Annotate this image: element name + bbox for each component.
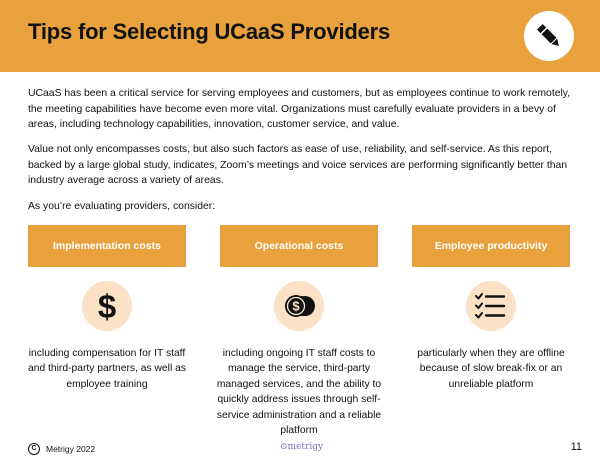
page-number: 11 bbox=[570, 441, 582, 453]
dollar-icon: $ bbox=[97, 287, 117, 325]
logo-mark-icon: ⊙ bbox=[280, 442, 288, 452]
icon-circle-implementation bbox=[82, 281, 132, 331]
card-heading-productivity: Employee productivity bbox=[412, 225, 570, 267]
page-title: Tips for Selecting UCaaS Providers bbox=[28, 19, 391, 44]
consider-paragraph: As you’re evaluating providers, consider: bbox=[28, 201, 216, 212]
footer-copyright bbox=[28, 443, 95, 455]
svg-text:$: $ bbox=[292, 298, 300, 314]
coins-icon bbox=[274, 281, 324, 331]
card-heading-operational: Operational costs bbox=[220, 225, 378, 267]
copyright-text: Metrigy 2022 bbox=[46, 444, 96, 454]
pencil-badge bbox=[524, 11, 574, 61]
value-paragraph: Value not only encompasses costs, but also such factors as ease of use, reliability, and self-service. As this report, backed by a large global study, indicates, Zoom’s meetings and voice services are performing significantly better than industry average across a variety of areas. bbox=[28, 144, 568, 186]
card-text-implementation: including compensation for IT staff and third-party partners, as well as employee training bbox=[28, 348, 186, 390]
logo-text: metrigy bbox=[287, 442, 324, 452]
card-text-operational: including ongoing IT staff costs to manage the service, third-party managed services, and the ability to quickly address issues through self-service administration and a reliable platform bbox=[216, 348, 382, 437]
copyright-icon: C bbox=[28, 443, 40, 455]
icon-circle-operational bbox=[274, 281, 324, 331]
checklist-icon bbox=[466, 281, 516, 331]
icon-circle-productivity bbox=[466, 281, 516, 331]
card-text-productivity: particularly when they are offline because of slow break-fix or an unreliable platform bbox=[417, 348, 565, 390]
pencil-icon bbox=[534, 21, 564, 51]
metrigy-logo bbox=[280, 442, 323, 452]
intro-paragraph: UCaaS has been a critical service for serving employees and customers, but as employees continue to work remotely, the meeting capabilities have become even more vital. Organizations must carefully evaluate providers in a bevy of areas, including technology capabilities, innovation, customer service, and value. bbox=[28, 88, 571, 130]
card-heading-implementation: Implementation costs bbox=[28, 225, 186, 267]
header-bar bbox=[0, 0, 600, 72]
